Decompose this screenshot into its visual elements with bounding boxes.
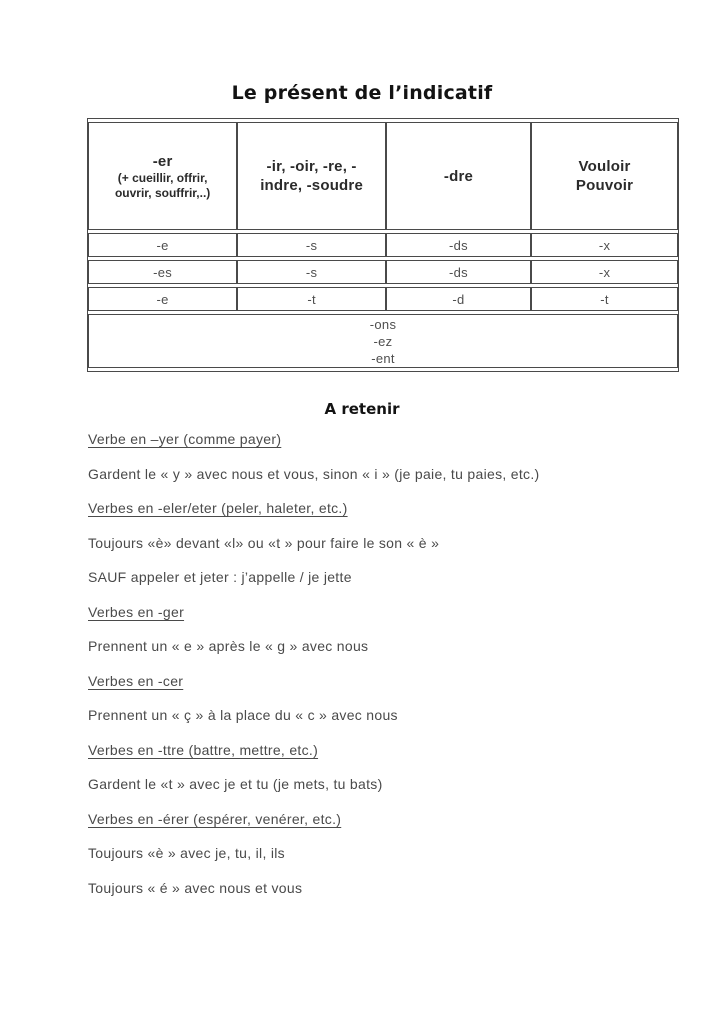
header-subtext: (+ cueillir, offrir, [117, 170, 208, 185]
header-subtext: ouvrir, souffrir,..) [114, 185, 211, 200]
table-cell: -e [88, 287, 237, 311]
table-cell: -s [237, 260, 386, 284]
table-cell: -ds [386, 233, 531, 257]
table-cell: -d [386, 287, 531, 311]
notes-section [88, 432, 648, 895]
note-heading: Verbes en -cer [88, 672, 184, 689]
note-line: Prennent un « ç » à la place du « c » avec nous [88, 707, 398, 723]
header-text: -dre [443, 167, 474, 185]
note-heading: Verbes en -érer (espérer, venérer, etc.) [88, 810, 342, 827]
header-text: -ir, -oir, -re, - [266, 158, 357, 175]
table-row [88, 233, 678, 257]
note-line: Gardent le «t » avec je et tu (je mets, tu bats) [88, 776, 383, 792]
table-cell: -t [237, 287, 386, 311]
note-line: Toujours «è » avec je, tu, il, ils [88, 845, 285, 861]
note-heading: Verbes en -eler/eter (peler, haleter, etc.) [88, 500, 348, 516]
table-row [88, 260, 678, 284]
note-line: Prennent un « e » après le « g » avec nous [88, 638, 369, 654]
note-heading: Verbe en –yer (comme payer) [88, 431, 282, 447]
header-cell-ir-oir-re [237, 122, 386, 230]
header-cell-er [88, 122, 237, 230]
table-row [88, 287, 678, 311]
ending-line: -ons [369, 316, 397, 332]
note-heading: Verbes en -ttre (battre, mettre, etc.) [88, 741, 319, 758]
note-line: SAUF appeler et jeter : j’appelle / je jette [88, 569, 352, 585]
ending-line: -ez [373, 333, 393, 349]
header-cell-vouloir-pouvoir [531, 122, 678, 230]
table-header-row [88, 122, 678, 230]
table-cell: -x [531, 260, 678, 284]
header-cell-dre [386, 122, 531, 230]
table-merged-row [88, 314, 678, 368]
section-heading: A retenir [324, 400, 400, 418]
table-cell: -ds [386, 260, 531, 284]
note-heading: Verbes en -ger [88, 603, 185, 620]
page-title: Le présent de l’indicatif [231, 82, 493, 104]
header-text: indre, -soudre [260, 177, 363, 194]
table-cell: -x [531, 233, 678, 257]
ending-line: -ent [371, 350, 395, 366]
header-text: Pouvoir [575, 177, 634, 194]
table-cell: -e [88, 233, 237, 257]
note-line: Toujours « é » avec nous et vous [88, 879, 303, 896]
table-merged-cell [88, 314, 678, 368]
table-cell: -es [88, 260, 237, 284]
table-cell: -s [237, 233, 386, 257]
table-cell: -t [531, 287, 678, 311]
header-text: -er [152, 152, 173, 170]
conjugation-table [87, 118, 679, 372]
note-line: Toujours «è» devant «l» ou «t » pour faire le son « è » [88, 534, 440, 551]
note-line: Gardent le « y » avec nous et vous, sinon « i » (je paie, tu paies, etc.) [88, 465, 540, 482]
header-text: Vouloir [578, 158, 631, 175]
